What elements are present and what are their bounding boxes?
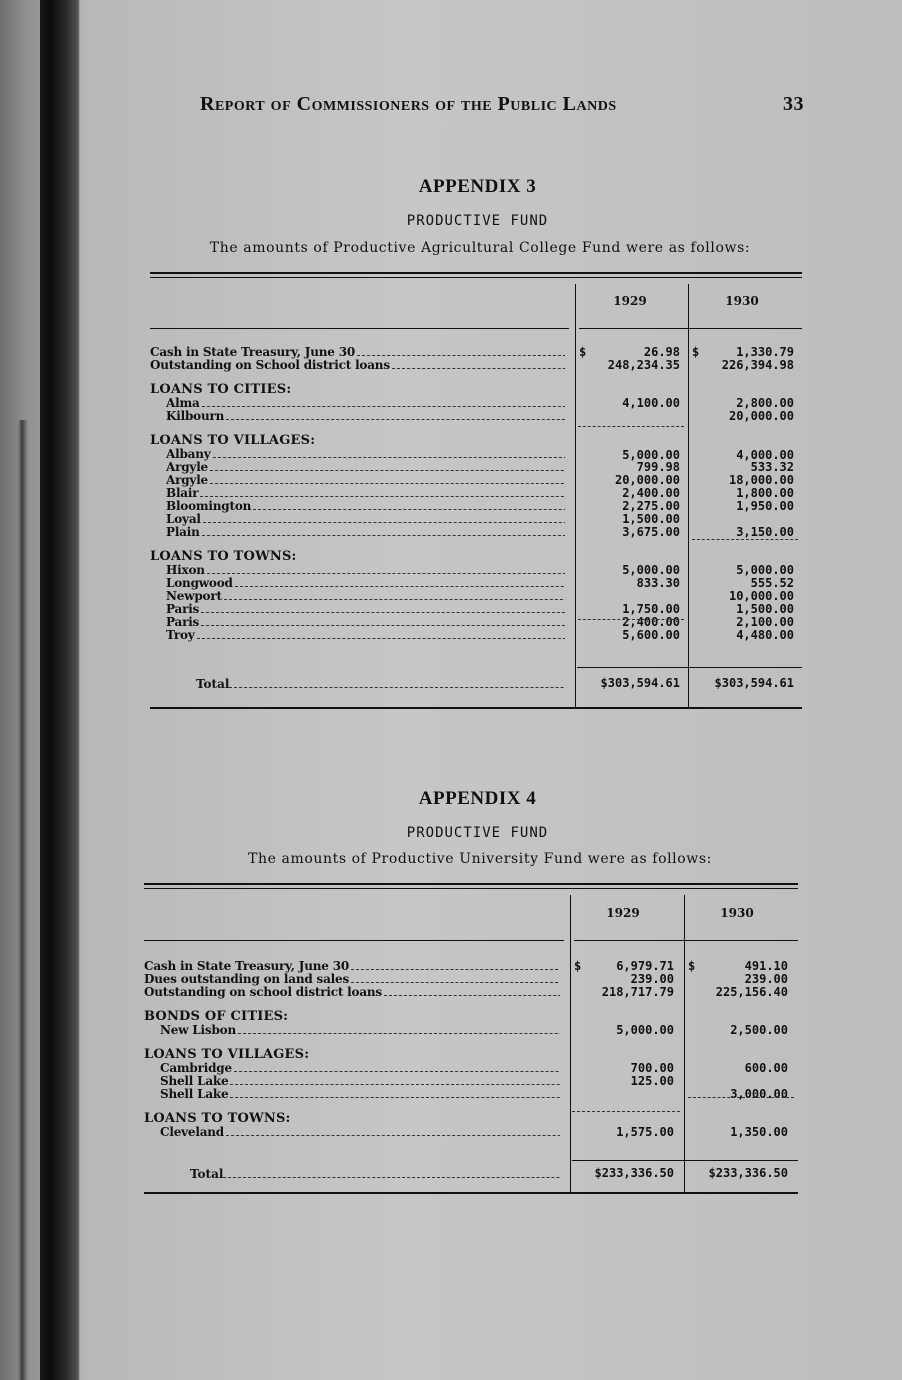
row-label	[166, 629, 565, 642]
dot-leader	[201, 624, 565, 626]
dot-leader	[234, 1070, 560, 1072]
row-label	[166, 526, 565, 539]
value-1930: 2,100.00	[736, 615, 794, 629]
dot-leader	[226, 1134, 560, 1136]
table-bottom-rule	[150, 707, 802, 709]
value-1929: 239.00	[630, 972, 674, 986]
dot-leader	[230, 1083, 560, 1085]
section-heading: LOANS TO VILLAGES:	[144, 1047, 310, 1062]
value-1930: 1,330.79	[736, 345, 794, 359]
value-1929: 700.00	[630, 1061, 674, 1075]
row-label	[166, 461, 565, 474]
value-1929: 125.00	[630, 1074, 674, 1088]
subtotal-dash-rule	[692, 539, 798, 540]
row-label-text: Argyle	[166, 474, 208, 487]
dot-leader	[201, 611, 565, 613]
dot-leader	[202, 405, 565, 407]
dot-leader	[384, 994, 560, 996]
row-label	[160, 1024, 560, 1037]
row-label	[166, 616, 565, 629]
page-edge-shadow	[18, 420, 28, 1380]
row-label	[160, 1075, 560, 1088]
appendix-4-title: APPENDIX 4	[418, 788, 537, 809]
row-label	[166, 500, 565, 513]
column-header-1930: 1930	[720, 906, 754, 920]
total-1930: $303,594.61	[714, 676, 794, 690]
value-1929: 833.30	[636, 576, 680, 590]
section-heading: LOANS TO TOWNS:	[144, 1111, 291, 1126]
total-rule	[572, 1160, 798, 1161]
total-1929: $303,594.61	[600, 676, 680, 690]
dot-leader	[235, 585, 565, 587]
value-1930: 555.52	[750, 576, 794, 590]
row-label-text: New Lisbon	[160, 1024, 236, 1037]
value-1929: 3,675.00	[622, 525, 680, 539]
value-1930: 533.32	[750, 460, 794, 474]
dot-leader	[224, 598, 565, 600]
row-label	[160, 1062, 560, 1075]
value-1930: 226,394.98	[721, 358, 794, 372]
value-1930: 2,800.00	[736, 396, 794, 410]
running-header	[200, 93, 804, 116]
row-label-text: Cleveland	[160, 1126, 225, 1139]
appendix-3-title: APPENDIX 3	[418, 176, 537, 197]
stub-header-rule	[150, 328, 569, 329]
column-divider	[570, 895, 571, 1192]
value-1929: 218,717.79	[601, 985, 674, 999]
value-1930: 18,000.00	[728, 473, 794, 487]
dot-leader	[210, 482, 565, 484]
total-1930: $233,336.50	[708, 1166, 788, 1180]
section-heading: BONDS OF CITIES:	[144, 1009, 289, 1024]
row-label-text: Kilbourn	[166, 410, 225, 423]
subtotal-dash-rule	[578, 619, 684, 620]
value-1929: 1,750.00	[622, 602, 680, 616]
total-label-text: Total	[190, 1167, 224, 1181]
value-1930: 1,500.00	[736, 602, 794, 616]
row-label-text: Bloomington	[166, 500, 252, 513]
row-label	[150, 359, 565, 372]
value-1929: 20,000.00	[614, 473, 680, 487]
row-label-text: Paris	[166, 616, 200, 629]
value-1929: 5,000.00	[622, 563, 680, 577]
row-label-text: Shell Lake	[160, 1088, 229, 1101]
total-label	[190, 1167, 560, 1181]
row-label	[166, 448, 565, 461]
column-divider	[575, 284, 576, 707]
column-divider	[688, 284, 689, 707]
total-1929: $233,336.50	[594, 1166, 674, 1180]
dot-leader	[203, 521, 565, 523]
dot-leader	[210, 469, 565, 471]
table-top-rule	[144, 883, 798, 885]
section-heading: LOANS TO VILLAGES:	[150, 433, 316, 448]
dot-leader	[357, 354, 565, 356]
appendix-4-subtitle: PRODUCTIVE FUND	[406, 825, 549, 841]
row-label	[166, 564, 565, 577]
value-1930: 4,480.00	[736, 628, 794, 642]
dot-leader	[197, 637, 565, 639]
row-label	[144, 986, 560, 999]
column-header-1929: 1929	[606, 906, 640, 920]
row-label	[166, 590, 565, 603]
row-label	[144, 960, 560, 973]
row-label	[166, 577, 565, 590]
value-1930: 3,150.00	[736, 525, 794, 539]
dot-leader	[213, 456, 565, 458]
row-label-text: Outstanding on school district loans	[144, 986, 382, 999]
row-label-text: Newport	[166, 590, 222, 603]
row-label-text: Troy	[166, 629, 195, 642]
dollar-sign: $	[692, 345, 700, 359]
dot-leader	[226, 418, 565, 420]
value-1930: 1,950.00	[736, 499, 794, 513]
row-label-text: Outstanding on School district loans	[150, 359, 390, 372]
value-1930: 491.10	[744, 959, 788, 973]
value-1929: 2,400.00	[622, 486, 680, 500]
table-bottom-rule	[144, 1192, 798, 1194]
row-label	[166, 410, 565, 423]
dot-leader	[351, 981, 560, 983]
table-top-rule	[150, 272, 802, 274]
total-rule	[577, 667, 802, 668]
value-1929: 26.98	[643, 345, 680, 359]
row-label	[150, 346, 565, 359]
dot-leader	[230, 1096, 560, 1098]
row-label-text: Paris	[166, 603, 200, 616]
page-number: 33	[783, 93, 804, 115]
row-label	[166, 487, 565, 500]
dot-leader	[392, 367, 565, 369]
total-label-text: Total	[196, 677, 230, 691]
row-label	[166, 474, 565, 487]
dot-leader	[223, 1177, 560, 1178]
section-heading: LOANS TO CITIES:	[150, 382, 292, 397]
row-label-text: Cash in State Treasury, June 30	[144, 960, 349, 973]
running-header-title: Report of Commissioners of the Public Lands	[200, 93, 617, 115]
value-1929: 4,100.00	[622, 396, 680, 410]
page-binding-shadow	[40, 0, 80, 1380]
row-label-text: Dues outstanding on land sales	[144, 973, 350, 986]
dot-leader	[207, 572, 565, 574]
subtotal-dash-rule	[688, 1097, 794, 1098]
value-1930: 5,000.00	[736, 563, 794, 577]
value-1929: 2,400.00	[622, 615, 680, 629]
value-1930: 20,000.00	[728, 409, 794, 423]
value-1929: 5,000.00	[622, 448, 680, 462]
value-1930: 239.00	[744, 972, 788, 986]
dot-leader	[253, 508, 565, 510]
value-1929: 1,500.00	[622, 512, 680, 526]
column-header-rule	[574, 940, 798, 941]
row-label-text: Alma	[166, 397, 200, 410]
table-top-rule-inner	[150, 277, 802, 278]
row-label	[160, 1126, 560, 1139]
value-1929: 799.98	[636, 460, 680, 474]
column-header-1930: 1930	[725, 294, 759, 308]
row-label	[166, 513, 565, 526]
row-label-text: Longwood	[166, 577, 233, 590]
value-1930: 1,350.00	[730, 1125, 788, 1139]
value-1930: 225,156.40	[715, 985, 788, 999]
row-label-text: Albany	[166, 448, 211, 461]
subtotal-dash-rule	[572, 1111, 680, 1112]
section-heading: LOANS TO TOWNS:	[150, 549, 297, 564]
dollar-sign: $	[688, 959, 696, 973]
dot-leader	[229, 687, 565, 688]
table-top-rule-inner	[144, 888, 798, 889]
value-1929: 5,600.00	[622, 628, 680, 642]
dot-leader	[351, 968, 560, 970]
row-label-text: Cambridge	[160, 1062, 232, 1075]
row-label	[160, 1088, 560, 1101]
value-1929: 5,000.00	[616, 1023, 674, 1037]
appendix-4-intro: The amounts of Productive University Fund were as follows:	[248, 851, 712, 867]
value-1930: 1,800.00	[736, 486, 794, 500]
value-1929: 2,275.00	[622, 499, 680, 513]
value-1930: 3,000.00	[730, 1087, 788, 1101]
appendix-3-subtitle: PRODUCTIVE FUND	[406, 213, 549, 229]
value-1930: 2,500.00	[730, 1023, 788, 1037]
total-label	[196, 677, 565, 691]
value-1929: 1,575.00	[616, 1125, 674, 1139]
dot-leader	[202, 534, 565, 536]
value-1930: 4,000.00	[736, 448, 794, 462]
value-1930: 600.00	[744, 1061, 788, 1075]
row-label	[144, 973, 560, 986]
stub-header-rule	[144, 940, 564, 941]
dot-leader	[200, 495, 565, 497]
appendix-3-intro: The amounts of Productive Agricultural College Fund were as follows:	[209, 240, 751, 256]
row-label-text: Shell Lake	[160, 1075, 229, 1088]
row-label-text: Loyal	[166, 513, 201, 526]
row-label	[166, 603, 565, 616]
row-label-text: Argyle	[166, 461, 208, 474]
dot-leader	[238, 1032, 560, 1034]
row-label	[166, 397, 565, 410]
subtotal-dash-rule	[578, 426, 684, 427]
row-label-text: Blair	[166, 487, 199, 500]
value-1929: 6,979.71	[616, 959, 674, 973]
row-label-text: Plain	[166, 526, 200, 539]
row-label-text: Cash in State Treasury, June 30	[150, 346, 355, 359]
column-header-1929: 1929	[613, 294, 647, 308]
dollar-sign: $	[574, 959, 582, 973]
dollar-sign: $	[579, 345, 587, 359]
value-1929: 248,234.35	[607, 358, 680, 372]
row-label-text: Hixon	[166, 564, 205, 577]
column-header-rule	[579, 328, 802, 329]
value-1930: 10,000.00	[728, 589, 794, 603]
